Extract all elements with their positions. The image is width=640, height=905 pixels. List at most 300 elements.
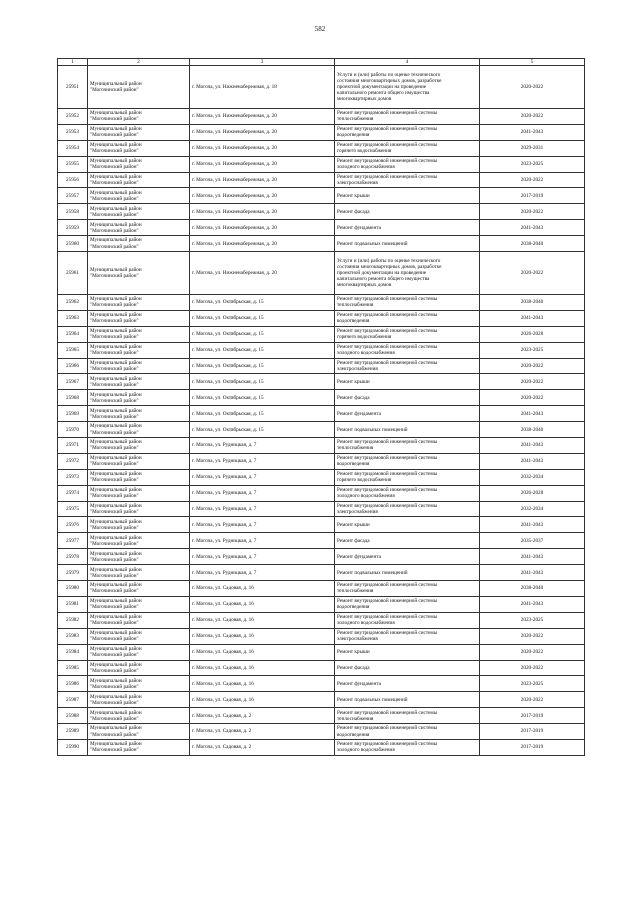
period-cell [480, 310, 585, 326]
period-cell-text: 2041-2043 [520, 410, 544, 417]
row-number-cell-text: 25970 [66, 426, 79, 433]
row-number-cell-text: 25986 [66, 680, 79, 687]
row-number-cell [58, 109, 88, 125]
district-cell [88, 533, 190, 549]
district-cell-text: Муниципальный район "Могочинский район" [90, 266, 142, 280]
row-number-cell-text: 25985 [66, 664, 79, 671]
district-cell [88, 628, 190, 644]
address-cell-text: г. Могоча, ул. Октябрьская, д. 15 [192, 299, 264, 306]
period-cell-text: 2041-2043 [520, 601, 544, 608]
work-type-cell-text: Ремонт внутридомовой инженерной системы теплоснабжения [337, 110, 438, 123]
row-number-cell [58, 501, 88, 517]
address-cell [190, 406, 335, 422]
work-type-cell-text: Ремонт подвальных помещений [337, 696, 408, 703]
district-cell [88, 453, 190, 469]
district-cell-text: Муниципальный район "Могочинский район" [90, 693, 142, 706]
row-number-cell [58, 485, 88, 501]
district-cell-text: Муниципальный район "Могочинский район" [90, 391, 142, 404]
row-number-cell [58, 236, 88, 252]
address-cell [190, 252, 335, 295]
period-cell [480, 188, 585, 204]
row-number-cell-text: 25958 [66, 208, 79, 215]
table-row [58, 438, 585, 454]
period-cell [480, 220, 585, 236]
address-cell [190, 358, 335, 374]
row-number-cell-text: 25953 [66, 129, 79, 136]
address-cell [190, 453, 335, 469]
district-cell-text: Муниципальный район "Могочинский район" [90, 221, 142, 234]
district-cell [88, 236, 190, 252]
period-cell [480, 549, 585, 565]
address-cell-text: г. Могоча, ул. Рудницкая, д. 7 [192, 442, 257, 449]
address-cell [190, 172, 335, 188]
row-number-cell-text: 25968 [66, 394, 79, 401]
row-number-cell [58, 422, 88, 438]
period-cell [480, 390, 585, 406]
district-cell [88, 326, 190, 342]
period-cell-text: 2038-2040 [520, 426, 544, 433]
period-cell-text: 2020-2022 [520, 113, 544, 120]
work-type-cell [335, 676, 480, 692]
work-type-cell [335, 628, 480, 644]
work-type-cell-text: Ремонт внутридомовой инженерной системы электроснабжения [337, 502, 438, 516]
work-type-cell-text: Ремонт внутридомовой инженерной системы холодного водоснабжения [337, 487, 438, 500]
district-cell-text: Муниципальный район "Могочинский район" [90, 487, 142, 500]
period-cell [480, 140, 585, 156]
table-row [58, 676, 585, 692]
address-cell-text: г. Могоча, ул. Октябрьская, д. 15 [192, 378, 264, 385]
table-row [58, 596, 585, 612]
row-number-cell-text: 25972 [66, 458, 79, 465]
period-cell [480, 109, 585, 125]
address-cell [190, 204, 335, 220]
district-cell [88, 295, 190, 311]
work-type-cell [335, 204, 480, 220]
address-cell [190, 188, 335, 204]
row-number-cell-text: 25965 [66, 347, 79, 354]
period-cell [480, 236, 585, 252]
row-number-cell-text: 25960 [66, 240, 79, 247]
table-row [58, 66, 585, 109]
period-cell-text: 2017-2019 [520, 744, 544, 751]
work-type-cell [335, 188, 480, 204]
work-type-cell [335, 66, 480, 109]
table-row [58, 140, 585, 156]
district-cell [88, 565, 190, 581]
district-cell [88, 252, 190, 295]
period-cell-text: 2020-2022 [520, 633, 544, 640]
district-cell-text: Муниципальный район "Могочинский район" [90, 110, 142, 123]
district-cell-text: Муниципальный район "Могочинский район" [90, 359, 142, 373]
work-type-cell-text: Ремонт крыши [337, 378, 370, 385]
row-number-cell [58, 644, 88, 660]
district-cell-text: Муниципальный район "Могочинский район" [90, 709, 142, 722]
work-type-cell-text: Ремонт внутридомовой инженерной системы холодного водоснабжения [337, 614, 438, 627]
district-cell [88, 422, 190, 438]
row-number-cell [58, 692, 88, 708]
row-number-cell-text: 25984 [66, 649, 79, 655]
period-cell-text: 2023-2025 [520, 161, 544, 168]
row-number-cell-text: 25983 [66, 633, 79, 640]
address-cell-text: г. Могоча, ул. Рудницкая, д. 7 [192, 490, 257, 497]
page-number: 582 [314, 25, 326, 33]
work-type-cell [335, 252, 480, 295]
district-cell-text: Муниципальный район "Могочинский район" [90, 598, 142, 611]
address-cell [190, 109, 335, 125]
row-number-cell [58, 596, 88, 612]
work-type-cell-text: Услуги и (или) работы по оценке технического состояния многоквартирных домов, разработке проектной документации на проведение капитального ремонта общего имущества многоквартирных домов [337, 71, 442, 103]
address-cell-text: г. Могоча, ул. Садовая, д. 16 [192, 601, 254, 608]
address-cell [190, 326, 335, 342]
period-cell [480, 644, 585, 660]
address-cell-text: г. Могоча, ул. Садовая, д. 2 [192, 728, 252, 735]
address-cell-text: г. Могоча, ул. Нижненабережная, д. 20 [192, 192, 277, 199]
table-row [58, 739, 585, 755]
address-cell-text: г. Могоча, ул. Садовая, д. 16 [192, 664, 254, 671]
table-row [58, 188, 585, 204]
address-cell-text: г. Могоча, ул. Рудницкая, д. 7 [192, 458, 257, 465]
period-cell-text: 2041-2043 [520, 521, 544, 528]
period-cell [480, 156, 585, 172]
row-number-cell [58, 676, 88, 692]
row-number-cell-text: 25987 [66, 696, 79, 703]
period-cell-text: 2029-2031 [520, 145, 544, 152]
work-type-cell [335, 140, 480, 156]
period-cell-text: 2026-2028 [520, 490, 544, 497]
work-type-cell-text: Ремонт внутридомовой инженерной системы горячего водоснабжения [337, 328, 438, 341]
period-cell [480, 596, 585, 612]
work-type-cell-text: Ремонт внутридомовой инженерной системы электроснабжения [337, 359, 438, 373]
table-row [58, 485, 585, 501]
table-row [58, 204, 585, 220]
work-type-cell [335, 660, 480, 676]
district-cell-text: Муниципальный район "Могочинский район" [90, 661, 142, 674]
address-cell [190, 533, 335, 549]
district-cell-text: Муниципальный район "Могочинский район" [90, 237, 142, 250]
district-cell [88, 676, 190, 692]
table-body [58, 59, 585, 756]
district-cell [88, 692, 190, 708]
district-cell-text: Муниципальный район "Могочинский район" [90, 725, 142, 738]
period-cell-text: 2020-2022 [520, 696, 544, 703]
district-cell-text: Муниципальный район "Могочинский район" [90, 455, 142, 468]
table-row [58, 109, 585, 125]
row-number-cell [58, 628, 88, 644]
work-type-cell-text: Ремонт внутридомовой инженерной системы холодного водоснабжения [337, 158, 438, 171]
period-cell [480, 660, 585, 676]
address-cell-text: г. Могоча, ул. Октябрьская, д. 15 [192, 362, 264, 369]
row-number-cell-text: 25964 [66, 331, 79, 338]
district-cell-text: Муниципальный район "Могочинский район" [90, 534, 142, 547]
table-row [58, 406, 585, 422]
district-cell-text: Муниципальный район "Могочинский район" [90, 741, 142, 754]
address-cell-text: г. Могоча, ул. Садовая, д. 16 [192, 649, 254, 655]
row-number-cell [58, 310, 88, 326]
work-type-cell [335, 517, 480, 533]
table-row [58, 628, 585, 644]
work-type-cell [335, 612, 480, 628]
work-type-cell [335, 390, 480, 406]
address-cell-text: г. Могоча, ул. Садовая, д. 2 [192, 744, 252, 751]
address-cell [190, 644, 335, 660]
district-cell-text: Муниципальный район "Могочинский район" [90, 344, 142, 357]
address-cell-text: г. Могоча, ул. Садовая, д. 16 [192, 617, 254, 624]
address-cell [190, 390, 335, 406]
row-number-cell-text: 25975 [66, 505, 79, 512]
address-cell-text: г. Могоча, ул. Октябрьская, д. 15 [192, 394, 264, 401]
row-number-cell-text: 25973 [66, 474, 79, 481]
row-number-cell-text: 25989 [66, 728, 79, 735]
address-cell [190, 660, 335, 676]
address-cell [190, 739, 335, 755]
row-number-cell [58, 739, 88, 755]
row-number-cell [58, 295, 88, 311]
address-cell-text: г. Могоча, ул. Нижненабережная, д. 20 [192, 269, 277, 276]
district-cell [88, 549, 190, 565]
row-number-cell [58, 252, 88, 295]
address-cell [190, 485, 335, 501]
table-row [58, 252, 585, 295]
row-number-cell [58, 326, 88, 342]
row-number-cell [58, 374, 88, 390]
district-cell-text: Муниципальный район "Могочинский район" [90, 142, 142, 155]
work-type-cell-text: Ремонт внутридомовой инженерной системы холодного водоснабжения [337, 344, 438, 357]
period-cell [480, 374, 585, 390]
address-cell-text: г. Могоча, ул. Садовая, д. 16 [192, 696, 254, 703]
table-row [58, 358, 585, 374]
address-cell-text: г. Могоча, ул. Садовая, д. 16 [192, 585, 254, 592]
district-cell-text: Муниципальный район "Могочинский район" [90, 375, 142, 388]
period-cell-text: 2020-2022 [520, 362, 544, 369]
address-cell-text: г. Могоча, ул. Нижненабережная, д. 20 [192, 161, 277, 168]
district-cell [88, 596, 190, 612]
district-cell [88, 612, 190, 628]
district-cell-text: Муниципальный район "Могочинский район" [90, 126, 142, 139]
address-cell [190, 724, 335, 740]
period-cell [480, 581, 585, 597]
work-type-cell-text: Ремонт фасада [337, 208, 370, 215]
period-cell-text: 2023-2025 [520, 680, 544, 687]
row-number-cell [58, 124, 88, 140]
address-cell [190, 708, 335, 724]
row-number-cell-text: 25954 [66, 145, 79, 152]
period-cell [480, 469, 585, 485]
address-cell-text: г. Могоча, ул. Рудницкая, д. 7 [192, 521, 257, 528]
address-cell-text: г. Могоча, ул. Октябрьская, д. 15 [192, 315, 264, 322]
district-cell-text: Муниципальный район "Могочинский район" [90, 80, 142, 93]
work-type-cell [335, 358, 480, 374]
table-row [58, 236, 585, 252]
row-number-cell-text: 25974 [66, 490, 79, 497]
address-cell-text: г. Могоча, ул. Октябрьская, д. 15 [192, 426, 264, 433]
district-cell [88, 172, 190, 188]
row-number-cell [58, 156, 88, 172]
district-cell-text: Муниципальный район "Могочинский район" [90, 407, 142, 420]
address-cell [190, 422, 335, 438]
district-cell-text: Муниципальный район "Могочинский район" [90, 173, 142, 186]
period-cell-text: 2038-2040 [520, 240, 544, 247]
table-row [58, 390, 585, 406]
address-cell [190, 374, 335, 390]
row-number-cell-text: 25982 [66, 617, 79, 624]
row-number-cell-text: 25976 [66, 521, 79, 528]
row-number-cell [58, 565, 88, 581]
district-cell [88, 188, 190, 204]
row-number-cell-text: 25955 [66, 161, 79, 168]
district-cell-text: Муниципальный район "Могочинский район" [90, 566, 142, 579]
table-row [58, 660, 585, 676]
address-cell [190, 565, 335, 581]
district-cell [88, 501, 190, 517]
district-cell-text: Муниципальный район "Могочинский район" [90, 205, 142, 218]
address-cell-text: г. Могоча, ул. Нижненабережная, д. 18 [192, 83, 277, 90]
work-type-cell [335, 374, 480, 390]
address-cell [190, 469, 335, 485]
address-cell [190, 517, 335, 533]
address-cell-text: г. Могоча, ул. Садовая, д. 2 [192, 712, 252, 719]
work-type-cell [335, 565, 480, 581]
district-cell [88, 204, 190, 220]
row-number-cell-text: 25961 [66, 269, 79, 276]
work-type-cell-text: Ремонт внутридомовой инженерной системы теплоснабжения [337, 296, 438, 309]
address-cell [190, 676, 335, 692]
address-cell [190, 220, 335, 236]
address-cell-text: г. Могоча, ул. Рудницкая, д. 7 [192, 474, 257, 481]
period-cell [480, 533, 585, 549]
table-row [58, 310, 585, 326]
work-type-cell-text: Ремонт внутридомовой инженерной системы водоотведения [337, 598, 438, 611]
work-type-cell-text: Ремонт внутридомовой инженерной системы холодного водоснабжения [337, 741, 438, 754]
row-number-cell [58, 220, 88, 236]
district-cell-text: Муниципальный район "Могочинский район" [90, 439, 142, 452]
district-cell [88, 358, 190, 374]
row-number-cell-text: 25966 [66, 362, 79, 369]
district-cell [88, 469, 190, 485]
district-cell [88, 124, 190, 140]
address-cell [190, 310, 335, 326]
period-cell-text: 2041-2043 [520, 553, 544, 560]
period-cell-text: 2020-2022 [520, 83, 544, 90]
district-cell-text: Муниципальный район "Могочинский район" [90, 614, 142, 627]
header-cell: 5 [480, 59, 585, 66]
district-cell [88, 438, 190, 454]
table-row [58, 612, 585, 628]
table-row [58, 469, 585, 485]
address-cell-text: г. Могоча, ул. Рудницкая, д. 7 [192, 505, 257, 512]
period-cell [480, 612, 585, 628]
row-number-cell [58, 453, 88, 469]
row-number-cell [58, 358, 88, 374]
table-row [58, 422, 585, 438]
work-type-cell [335, 533, 480, 549]
address-cell [190, 66, 335, 109]
district-cell [88, 724, 190, 740]
address-cell [190, 628, 335, 644]
work-type-cell [335, 549, 480, 565]
work-type-cell [335, 109, 480, 125]
work-type-cell-text: Ремонт внутридомовой инженерной системы горячего водоснабжения [337, 471, 438, 484]
district-cell-text: Муниципальный район "Могочинский район" [90, 550, 142, 563]
district-cell [88, 739, 190, 755]
row-number-cell [58, 469, 88, 485]
row-number-cell-text: 25967 [66, 378, 79, 385]
capital-repair-table [57, 58, 585, 756]
district-cell-text: Муниципальный район "Могочинский район" [90, 423, 142, 436]
row-number-cell-text: 25981 [66, 601, 79, 608]
district-cell [88, 660, 190, 676]
work-type-cell [335, 453, 480, 469]
work-type-cell-text: Ремонт фасада [337, 537, 370, 544]
period-cell [480, 124, 585, 140]
table-row [58, 501, 585, 517]
row-number-cell-text: 25988 [66, 712, 79, 719]
address-cell-text: г. Могоча, ул. Октябрьская, д. 15 [192, 347, 264, 354]
district-cell [88, 66, 190, 109]
district-cell-text: Муниципальный район "Могочинский район" [90, 518, 142, 531]
address-cell-text: г. Могоча, ул. Нижненабережная, д. 20 [192, 145, 277, 152]
period-cell [480, 708, 585, 724]
row-number-cell [58, 660, 88, 676]
period-cell-text: 2041-2043 [520, 458, 544, 465]
address-cell [190, 295, 335, 311]
row-number-cell [58, 612, 88, 628]
table-row [58, 581, 585, 597]
address-cell-text: г. Могоча, ул. Нижненабережная, д. 20 [192, 224, 277, 231]
row-number-cell [58, 533, 88, 549]
period-cell [480, 252, 585, 295]
district-cell [88, 485, 190, 501]
district-cell-text: Муниципальный район "Могочинский район" [90, 189, 142, 202]
address-cell [190, 124, 335, 140]
period-cell-text: 2020-2022 [520, 208, 544, 215]
district-cell-text: Муниципальный район "Могочинский район" [90, 312, 142, 325]
work-type-cell-text: Ремонт фундамента [337, 224, 381, 231]
address-cell [190, 501, 335, 517]
work-type-cell [335, 326, 480, 342]
row-number-cell-text: 25979 [66, 569, 79, 576]
work-type-cell-text: Ремонт крыши [337, 521, 370, 528]
header-cell: 4 [335, 59, 480, 66]
table-row [58, 644, 585, 660]
row-number-cell [58, 342, 88, 358]
work-type-cell-text: Ремонт фундамента [337, 410, 381, 417]
row-number-cell-text: 25963 [66, 315, 79, 322]
row-number-cell-text: 25969 [66, 410, 79, 417]
row-number-cell [58, 708, 88, 724]
header-row [58, 59, 585, 66]
address-cell-text: г. Могоча, ул. Рудницкая, д. 7 [192, 537, 257, 544]
period-cell [480, 517, 585, 533]
work-type-cell [335, 406, 480, 422]
work-type-cell [335, 644, 480, 660]
period-cell-text: 2038-2040 [520, 585, 544, 592]
period-cell-text: 2032-2034 [520, 505, 544, 512]
row-number-cell [58, 66, 88, 109]
period-cell [480, 358, 585, 374]
district-cell [88, 581, 190, 597]
period-cell-text: 2041-2043 [520, 442, 544, 449]
work-type-cell-text: Ремонт внутридомовой инженерной системы водоотведения [337, 455, 438, 468]
work-type-cell [335, 236, 480, 252]
work-type-cell [335, 342, 480, 358]
period-cell-text: 2020-2022 [520, 664, 544, 671]
row-number-cell-text: 25962 [66, 299, 79, 306]
work-type-cell-text: Ремонт внутридомовой инженерной системы горячего водоснабжения [337, 142, 438, 155]
work-type-cell-text: Ремонт внутридомовой инженерной системы водоотведения [337, 725, 438, 738]
table-row [58, 220, 585, 236]
work-type-cell-text: Ремонт крыши [337, 192, 370, 199]
address-cell-text: г. Могоча, ул. Садовая, д. 16 [192, 633, 254, 640]
